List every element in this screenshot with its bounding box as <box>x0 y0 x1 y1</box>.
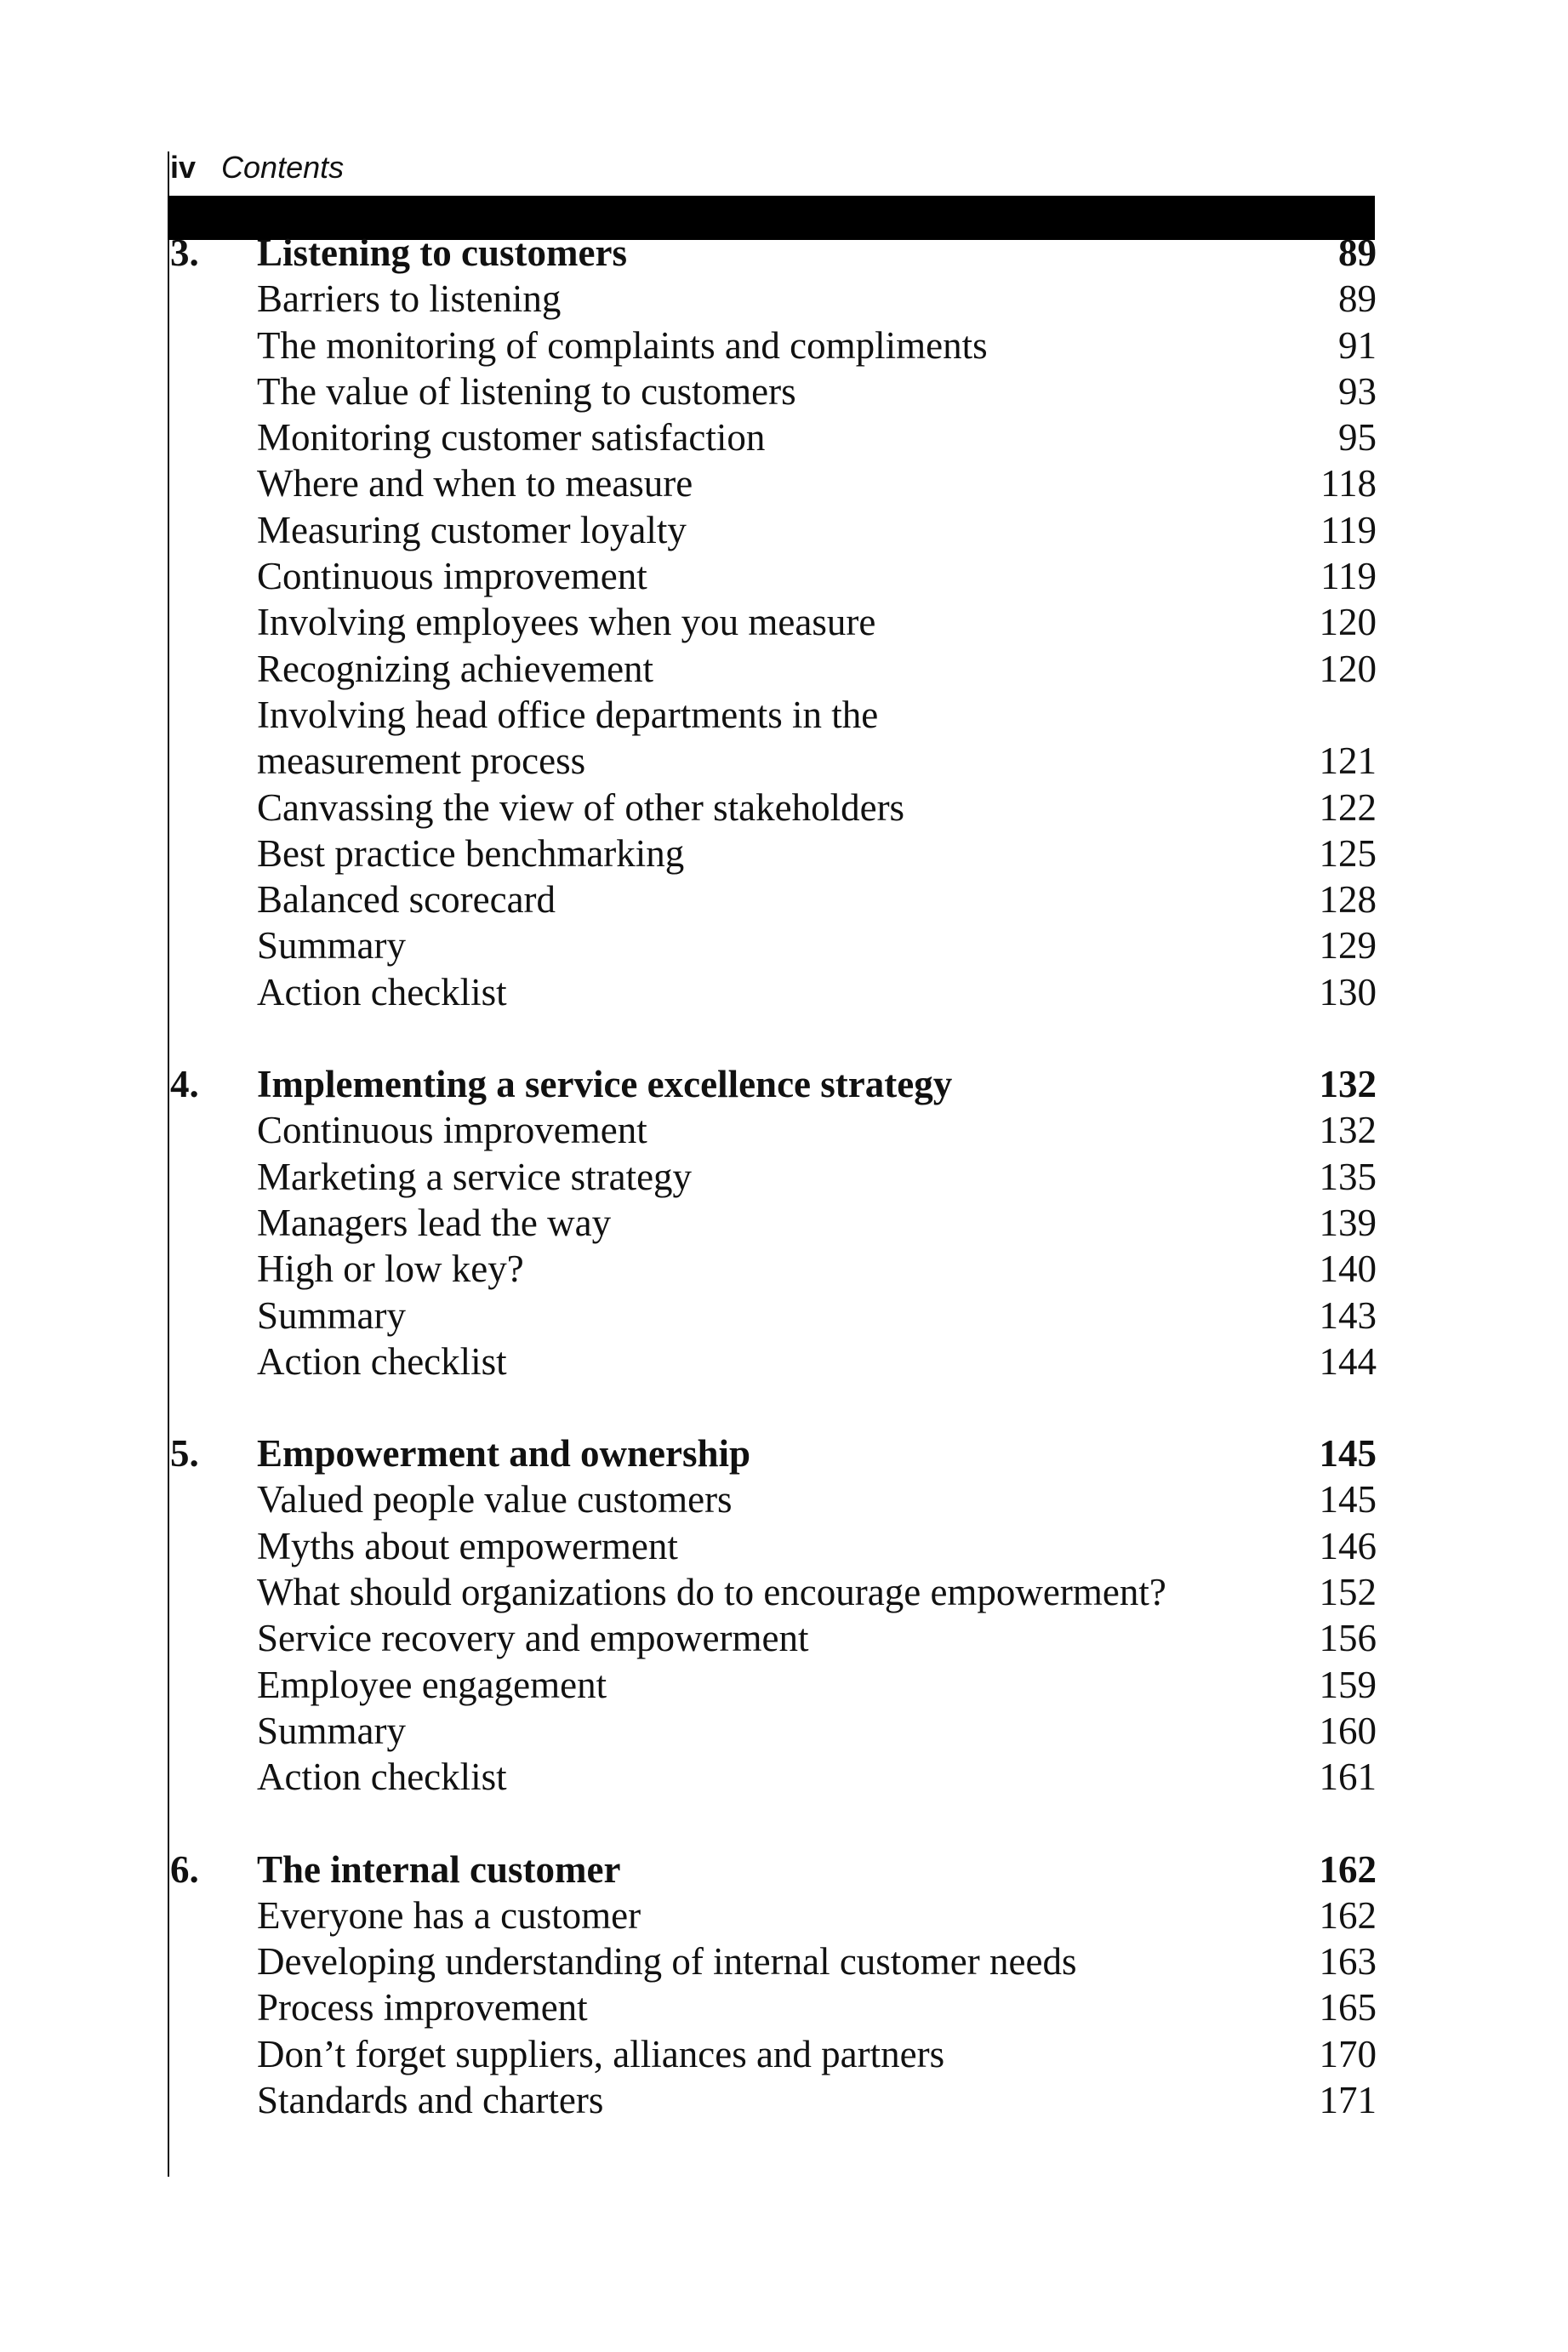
toc-entry-title: Employee engagement <box>257 1663 607 1706</box>
toc-entry-title: What should organizations do to encourage empowerment? <box>257 1571 1166 1614</box>
toc-entry-page-number: 143 <box>1319 1293 1377 1337</box>
toc-entry[interactable] <box>170 1200 1377 1246</box>
toc-entry-page-number: 89 <box>1338 277 1377 321</box>
toc-entry-page-number: 170 <box>1319 2032 1377 2075</box>
chapter-heading[interactable] <box>170 230 1377 276</box>
chapter-section <box>170 230 1377 1015</box>
toc-entry-page-number: 125 <box>1319 831 1377 875</box>
chapter-title: Empowerment and ownership <box>257 1432 751 1476</box>
toc-entry-page-number: 162 <box>1319 1893 1377 1937</box>
toc-entry[interactable] <box>170 1154 1377 1200</box>
page-folio: iv <box>170 150 197 185</box>
toc-entry-page-number: 122 <box>1319 785 1377 829</box>
toc-entry-page-number: 118 <box>1320 462 1377 505</box>
toc-entry-page-number: 119 <box>1320 555 1377 598</box>
toc-entry[interactable] <box>170 1476 1377 1522</box>
toc-entry-page-number: 120 <box>1319 647 1377 690</box>
toc-entry[interactable] <box>170 1708 1377 1754</box>
chapter-title: The internal customer <box>257 1847 621 1891</box>
toc-entry[interactable] <box>170 738 1377 784</box>
toc-entry[interactable] <box>170 2077 1377 2123</box>
chapter-section <box>170 1061 1377 1384</box>
toc-entry-title: measurement process <box>257 739 586 783</box>
toc-entry-title: Continuous improvement <box>257 555 647 598</box>
toc-entry-title: Measuring customer loyalty <box>257 508 687 551</box>
toc-entry[interactable] <box>170 414 1377 460</box>
toc-entry-title: Where and when to measure <box>257 462 693 505</box>
toc-entry[interactable] <box>170 323 1377 368</box>
toc-entry[interactable] <box>170 507 1377 553</box>
toc-entry-title: Summary <box>257 924 406 968</box>
toc-entry[interactable] <box>170 1662 1377 1708</box>
toc-entry-title: High or low key? <box>257 1247 524 1291</box>
toc-entry-page-number: 135 <box>1319 1155 1377 1198</box>
toc-entry[interactable] <box>170 692 1377 738</box>
toc-entry-page-number: 160 <box>1319 1709 1377 1752</box>
toc-entry[interactable] <box>170 969 1377 1015</box>
toc-entry[interactable] <box>170 1938 1377 1984</box>
toc-entry-page-number: 93 <box>1338 369 1377 413</box>
chapter-page-number: 162 <box>1319 1847 1377 1891</box>
toc-entry-title: Best practice benchmarking <box>257 831 685 875</box>
toc-entry[interactable] <box>170 1246 1377 1292</box>
toc-entry-title: Developing understanding of internal customer needs <box>257 1940 1077 1984</box>
chapter-page-number: 89 <box>1338 231 1377 274</box>
toc-entry[interactable] <box>170 1892 1377 1938</box>
chapter-heading[interactable] <box>170 1847 1377 1892</box>
chapter-heading[interactable] <box>170 1430 1377 1476</box>
toc-entry[interactable] <box>170 1523 1377 1569</box>
toc-entry[interactable] <box>170 368 1377 414</box>
toc-entry[interactable] <box>170 1339 1377 1384</box>
chapter-number: 5. <box>170 1432 199 1476</box>
toc-entry-title: Involving head office departments in the <box>257 693 879 736</box>
toc-entry-title: Summary <box>257 1293 406 1337</box>
toc-entry-page-number: 95 <box>1338 416 1377 460</box>
toc-entry-page-number: 163 <box>1319 1940 1377 1984</box>
table-of-contents <box>170 230 1377 2169</box>
toc-entry-page-number: 165 <box>1319 1986 1377 2029</box>
toc-entry-page-number: 159 <box>1319 1663 1377 1706</box>
toc-entry[interactable] <box>170 876 1377 922</box>
toc-entry-page-number: 132 <box>1319 1109 1377 1152</box>
toc-entry-page-number: 139 <box>1319 1201 1377 1244</box>
toc-entry-title: Don’t forget suppliers, alliances and partners <box>257 2032 945 2075</box>
chapter-section <box>170 1847 1377 2124</box>
toc-entry-title: Continuous improvement <box>257 1109 647 1152</box>
toc-entry[interactable] <box>170 785 1377 831</box>
toc-entry[interactable] <box>170 831 1377 876</box>
running-head-title: Contents <box>221 150 345 185</box>
chapter-number: 3. <box>170 231 199 274</box>
chapter-number: 6. <box>170 1847 199 1891</box>
toc-entry-title: Barriers to listening <box>257 277 562 321</box>
chapter-page-number: 132 <box>1319 1063 1377 1106</box>
toc-entry-page-number: 91 <box>1338 323 1377 367</box>
chapter-title: Listening to customers <box>257 231 627 274</box>
chapter-section <box>170 1430 1377 1800</box>
toc-entry[interactable] <box>170 1107 1377 1153</box>
toc-entry-title: Managers lead the way <box>257 1201 612 1244</box>
toc-entry-page-number: 161 <box>1319 1755 1377 1799</box>
toc-entry-page-number: 140 <box>1319 1247 1377 1291</box>
toc-entry-page-number: 146 <box>1319 1524 1377 1567</box>
toc-entry[interactable] <box>170 646 1377 692</box>
toc-entry-page-number: 144 <box>1319 1339 1377 1383</box>
toc-entry-title: Standards and charters <box>257 2078 604 2121</box>
toc-entry[interactable] <box>170 922 1377 968</box>
toc-entry-title: Involving employees when you measure <box>257 601 876 644</box>
toc-entry-title: Everyone has a customer <box>257 1893 641 1937</box>
toc-entry[interactable] <box>170 1569 1377 1615</box>
toc-entry-title: Monitoring customer satisfaction <box>257 416 766 460</box>
chapter-number: 4. <box>170 1063 199 1106</box>
left-margin-rule <box>168 151 169 2177</box>
toc-entry[interactable] <box>170 1984 1377 2030</box>
toc-entry-title: Action checklist <box>257 970 507 1013</box>
toc-entry[interactable] <box>170 276 1377 322</box>
toc-entry[interactable] <box>170 1615 1377 1661</box>
toc-entry-title: Recognizing achievement <box>257 647 654 690</box>
toc-entry-page-number: 152 <box>1319 1571 1377 1614</box>
running-head <box>170 146 344 189</box>
toc-entry-title: Service recovery and empowerment <box>257 1617 809 1660</box>
toc-entry-page-number: 145 <box>1319 1478 1377 1521</box>
toc-entry[interactable] <box>170 553 1377 599</box>
chapter-heading[interactable] <box>170 1061 1377 1107</box>
toc-entry-page-number: 120 <box>1319 601 1377 644</box>
toc-entry-title: The value of listening to customers <box>257 369 796 413</box>
chapter-title: Implementing a service excellence strategy <box>257 1063 953 1106</box>
toc-entry-title: Action checklist <box>257 1339 507 1383</box>
toc-entry-title: Canvassing the view of other stakeholders <box>257 785 905 829</box>
toc-entry-title: Marketing a service strategy <box>257 1155 693 1198</box>
toc-entry-title: Balanced scorecard <box>257 878 556 922</box>
toc-entry-title: Summary <box>257 1709 406 1752</box>
toc-entry-page-number: 130 <box>1319 970 1377 1013</box>
toc-entry-page-number: 121 <box>1319 739 1377 783</box>
toc-entry-title: Valued people value customers <box>257 1478 733 1521</box>
toc-entry-page-number: 128 <box>1319 878 1377 922</box>
toc-entry-page-number: 171 <box>1319 2078 1377 2121</box>
toc-entry-page-number: 129 <box>1319 924 1377 968</box>
toc-entry[interactable] <box>170 1293 1377 1339</box>
toc-entry-title: Process improvement <box>257 1986 588 2029</box>
chapter-page-number: 145 <box>1319 1432 1377 1476</box>
toc-entry[interactable] <box>170 599 1377 645</box>
toc-entry[interactable] <box>170 460 1377 506</box>
toc-entry-title: Action checklist <box>257 1755 507 1799</box>
toc-entry[interactable] <box>170 2031 1377 2077</box>
toc-entry[interactable] <box>170 1754 1377 1800</box>
toc-entry-page-number: 119 <box>1320 508 1377 551</box>
toc-entry-title: The monitoring of complaints and compliments <box>257 323 988 367</box>
toc-entry-title: Myths about empowerment <box>257 1524 678 1567</box>
toc-entry-page-number: 156 <box>1319 1617 1377 1660</box>
